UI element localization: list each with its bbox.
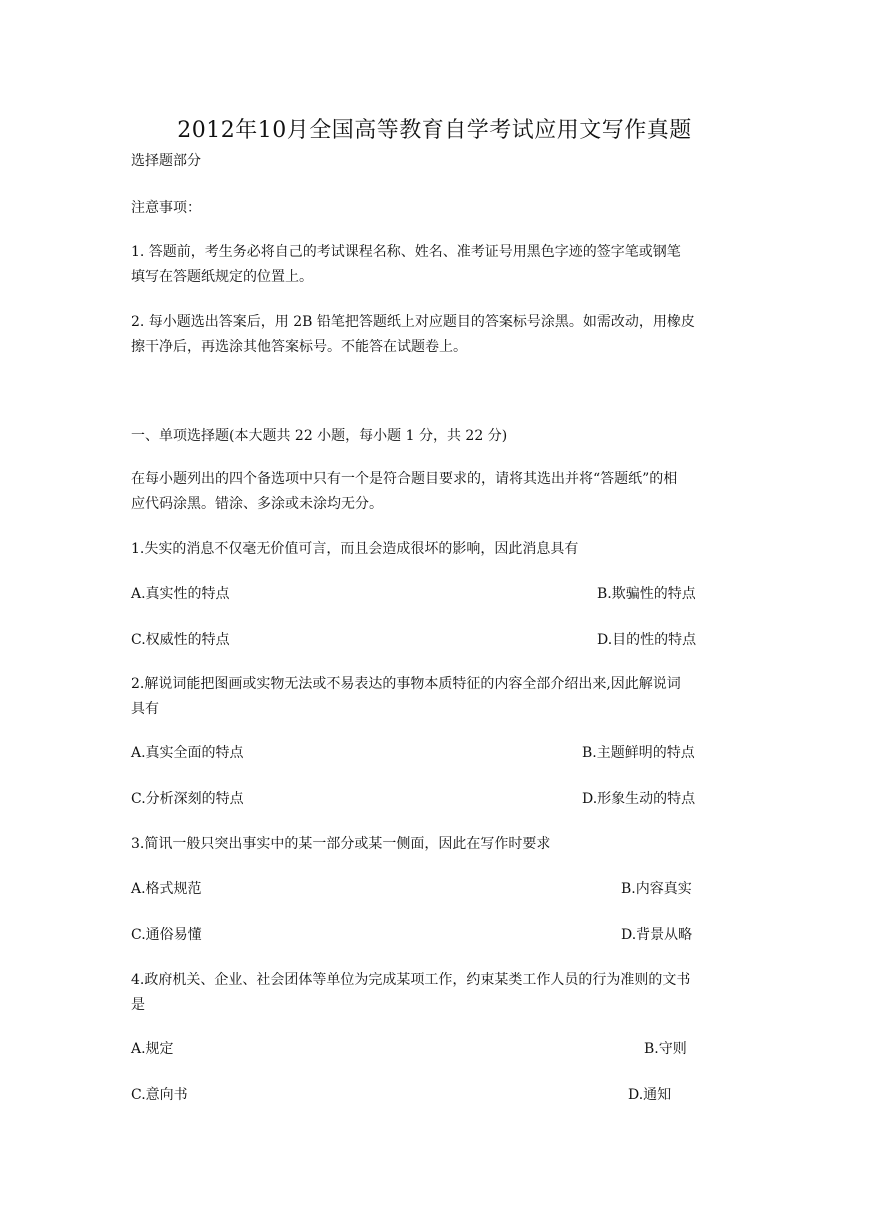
notice-heading: 注意事项： [131, 200, 201, 216]
document-title: 2012年10月全国高等教育自学考试应用文写作真题 [177, 118, 692, 143]
question-3-option-c: C.通俗易懂 [131, 927, 202, 943]
question-4-option-b: B.守则 [644, 1041, 687, 1057]
question-4-option-d: D.通知 [628, 1087, 672, 1103]
instruction-line2: 应代码涂黑。错涂、多涂或未涂均无分。 [131, 496, 383, 512]
question-1-option-b: B.欺骗性的特点 [597, 586, 696, 602]
question-1-option-d: D.目的性的特点 [597, 632, 697, 648]
question-2-stem [131, 672, 751, 722]
question-1-option-c: C.权威性的特点 [131, 632, 230, 648]
question-4-option-c: C.意向书 [131, 1087, 188, 1103]
question-4-stem [131, 968, 751, 1018]
question-2-option-a: A.真实全面的特点 [131, 745, 244, 761]
question-3-option-a: A.格式规范 [131, 881, 202, 897]
question-2-option-d: D.形象生动的特点 [582, 791, 696, 807]
question-3-stem: 3.简讯一般只突出事实中的某一部分或某一侧面，因此在写作时要求 [131, 836, 551, 852]
question-2-stem-line2: 具有 [131, 701, 159, 717]
question-2-option-c: C.分析深刻的特点 [131, 791, 244, 807]
notice-item-2-line1: 2. 每小题选出答案后，用 2B 铅笔把答题纸上对应题目的答案标号涂黑。如需改动，用橡皮 [131, 314, 695, 330]
notice-item-1-line2: 填写在答题纸规定的位置上。 [131, 269, 313, 285]
question-1-option-a: A.真实性的特点 [131, 586, 230, 602]
section-heading: 一、单项选择题(本大题共 22 小题，每小题 1 分，共 22 分) [131, 428, 508, 444]
question-1-stem: 1.失实的消息不仅毫无价值可言，而且会造成很坏的影响，因此消息具有 [131, 541, 579, 557]
notice-item-1-line1: 1. 答题前，考生务必将自己的考试课程名称、姓名、准考证号用黑色字迹的签字笔或钢笔 [131, 244, 681, 260]
question-2-stem-line1: 2.解说词能把图画或实物无法或不易表达的事物本质特征的内容全部介绍出来,因此解说词 [131, 676, 681, 692]
question-2-option-b: B.主题鲜明的特点 [582, 745, 695, 761]
section-instruction [131, 467, 751, 517]
question-4-option-a: A.规定 [131, 1041, 174, 1057]
part-heading: 选择题部分 [131, 153, 201, 169]
instruction-line1: 在每小题列出的四个备选项中只有一个是符合题目要求的，请将其选出并将“答题纸”的相 [131, 471, 678, 487]
notice-item-2 [131, 310, 751, 360]
notice-item-1 [131, 240, 751, 290]
question-4-stem-line1: 4.政府机关、企业、社会团体等单位为完成某项工作，约束某类工作人员的行为准则的文书 [131, 972, 691, 988]
question-3-option-d: D.背景从略 [621, 927, 693, 943]
question-3-option-b: B.内容真实 [621, 881, 692, 897]
question-4-stem-line2: 是 [131, 997, 145, 1013]
notice-item-2-line2: 擦干净后，再选涂其他答案标号。不能答在试题卷上。 [131, 339, 467, 355]
